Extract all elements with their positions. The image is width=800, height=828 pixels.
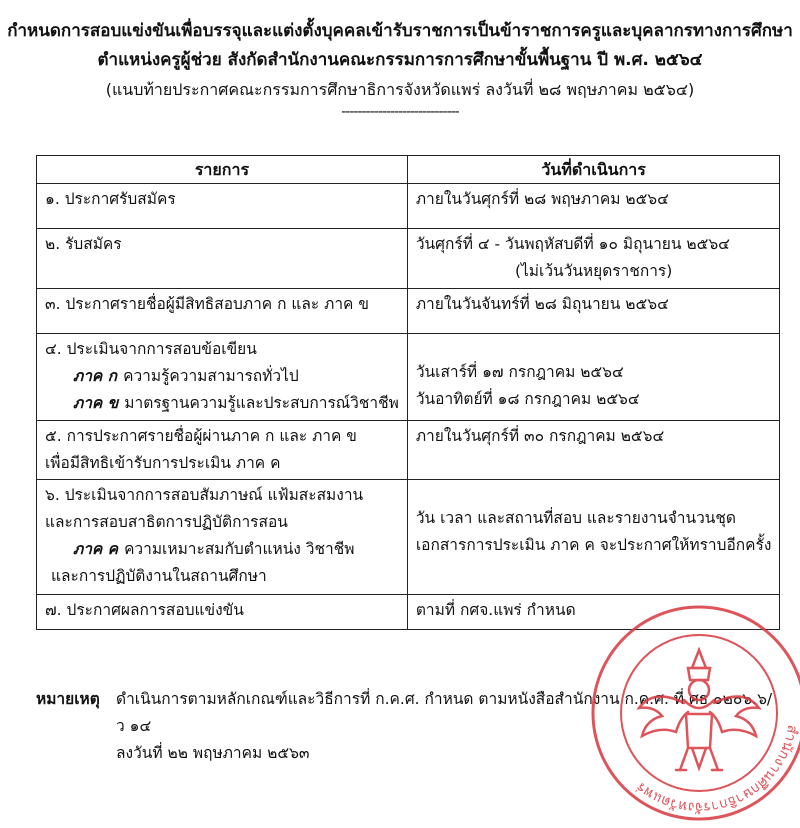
row5-item [37, 421, 408, 480]
row6-item [37, 480, 408, 595]
document-title-line1: กำหนดการสอบแข่งขันเพื่อบรรจุและแต่งตั้งบุคคลเข้ารับราชการเป็นข้าราชการครูและบุคลากรทางการศึกษา [7, 21, 793, 41]
row3-item [37, 289, 408, 334]
row1-date [407, 184, 780, 229]
row3-item-text: ๓. ประกาศรายชื่อผู้มีสิทธิสอบภาค ก และ ภาค ข [45, 295, 369, 313]
part-c-label: ภาค ค [73, 540, 119, 558]
column-header-item: รายการ [37, 156, 408, 184]
row4-part-a [45, 363, 399, 390]
row1-date-text: ภายในวันศุกร์ที่ ๒๘ พฤษภาคม ๒๕๖๔ [415, 190, 669, 208]
row7-date-text: ตามที่ กศจ.แพร่ กำหนด [415, 601, 576, 619]
part-a-label: ภาค ก [73, 367, 118, 385]
row2-item [37, 229, 408, 289]
table-row [37, 229, 780, 289]
row3-date-text: ภายในวันจันทร์ที่ ๒๘ มิถุนายน ๒๕๖๔ [415, 295, 669, 313]
table-row [37, 480, 780, 595]
row1-item-text: ๑. ประกาศรับสมัคร [45, 190, 176, 208]
row4-part-b [45, 390, 399, 417]
garuda-seal-icon [584, 598, 800, 828]
remark-label: หมายเหตุ [36, 690, 100, 708]
row6-part-c [45, 536, 399, 563]
row6-item-line2: และการสอบสาธิตการปฏิบัติการสอน [45, 513, 288, 531]
table-header-row [37, 156, 780, 184]
title-divider: ----------------------------- [341, 104, 459, 120]
row3-date [407, 289, 780, 334]
row6-item-line4: และการปฏิบัติงานในสถานศึกษา [51, 567, 267, 585]
row4-date [407, 334, 780, 421]
part-a-text: ความรู้ความสามารถทั่วไป [123, 367, 299, 385]
row4-date-line1: วันเสาร์ที่ ๑๗ กรกฎาคม ๒๕๖๔ [415, 363, 624, 381]
row2-date-line1: วันศุกร์ที่ ๔ - วันพฤหัสบดีที่ ๑๐ มิถุนายน ๒๕๖๔ [415, 235, 730, 253]
row5-item-line1: ๕. การประกาศรายชื่อผู้ผ่านภาค ก และ ภาค ข [45, 427, 357, 445]
remark-line2: ลงวันที่ ๒๒ พฤษภาคม ๒๕๖๓ [116, 744, 310, 762]
row5-date-text: ภายในวันศุกร์ที่ ๓๐ กรกฎาคม ๒๕๖๔ [415, 427, 665, 445]
part-b-label: ภาค ข [73, 394, 119, 412]
part-b-text: มาตรฐานความรู้และประสบการณ์วิชาชีพ [124, 394, 399, 412]
table-row [37, 289, 780, 334]
remark-line1: ดำเนินการตามหลักเกณฑ์และวิธีการที่ ก.ค.ศ. กำหนด ตามหนังสือสำนักงาน ก.ค.ศ. ที่ ศธ ๐๒๐๖.๖/ว ๑๔ [116, 690, 773, 735]
row4-date-line2: วันอาทิตย์ที่ ๑๘ กรกฎาคม ๒๕๖๔ [415, 390, 640, 408]
schedule-table [36, 155, 780, 630]
row6-date-line1: วัน เวลา และสถานที่สอบ และรายงานจำนวนชุด [415, 509, 736, 527]
column-header-date: วันที่ดำเนินการ [407, 156, 780, 184]
row7-item [37, 595, 408, 630]
row6-date-line2: เอกสารการประเมิน ภาค ค จะประกาศให้ทราบอีกครั้ง [415, 536, 772, 554]
row1-item [37, 184, 408, 229]
row7-item-text: ๗. ประกาศผลการสอบแข่งขัน [45, 601, 244, 619]
table-row [37, 334, 780, 421]
seal-ring-text: สำนักงานศึกษาธิการจังหวัดแพร่ [633, 723, 800, 816]
row4-item [37, 334, 408, 421]
table-row [37, 421, 780, 480]
row2-date [407, 229, 780, 289]
row6-date [407, 480, 780, 595]
part-c-text: ความเหมาะสมกับตำแหน่ง วิชาชีพ [124, 540, 355, 558]
row2-date-line2: (ไม่เว้นวันหยุดราชการ) [514, 262, 673, 280]
row2-item-text: ๒. รับสมัคร [45, 235, 122, 253]
row5-date [407, 421, 780, 480]
row5-item-line2: เพื่อมีสิทธิเข้ารับการประเมิน ภาค ค [45, 454, 281, 472]
table-row [37, 184, 780, 229]
document-subtitle: (แนบท้ายประกาศคณะกรรมการศึกษาธิการจังหวัดแพร่ ลงวันที่ ๒๘ พฤษภาคม ๒๕๖๔) [105, 80, 695, 99]
row6-item-line1: ๖. ประเมินจากการสอบสัมภาษณ์ แฟ้มสะสมงาน [45, 486, 364, 504]
row4-item-line1: ๔. ประเมินจากการสอบข้อเขียน [45, 340, 257, 358]
document-title-line2: ตำแหน่งครูผู้ช่วย สังกัดสำนักงานคณะกรรมการการศึกษาขั้นพื้นฐาน ปี พ.ศ. ๒๕๖๔ [97, 50, 703, 70]
